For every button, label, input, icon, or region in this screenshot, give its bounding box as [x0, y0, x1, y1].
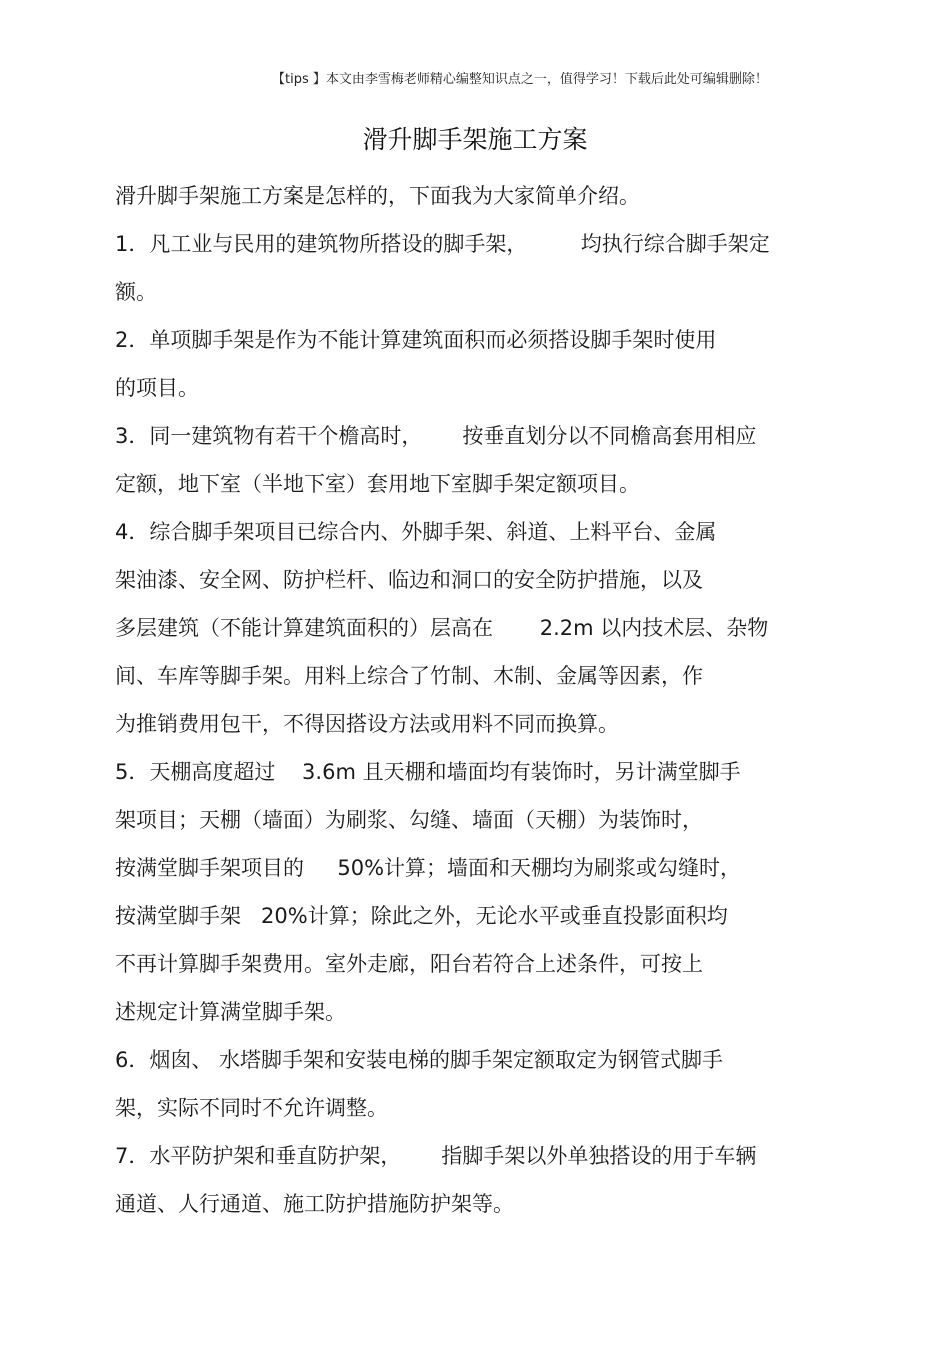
- body-line: 定额，地下室（半地下室）套用地下室脚手架定额项目。: [115, 472, 640, 496]
- body-line: 架油漆、安全网、防护栏杆、临边和洞口的安全防护措施，以及: [115, 568, 703, 592]
- body-line: 额。: [115, 280, 157, 304]
- body-line: 不再计算脚手架费用。室外走廊，阳台若符合上述条件，可按上: [115, 952, 703, 976]
- header-tip: 【tips 】本文由李雪梅老师精心编整知识点之一，值得学习！下载后此处可编辑删除！: [272, 72, 768, 87]
- body-line: 4．综合脚手架项目已综合内、外脚手架、斜道、上料平台、金属: [115, 520, 717, 544]
- body-line: 3．同一建筑物有若干个檐高时， 按垂直划分以不同檐高套用相应: [115, 424, 757, 448]
- body-line: 的项目。: [115, 376, 199, 400]
- page-title: 滑升脚手架施工方案: [362, 125, 588, 154]
- body-line: 间、车库等脚手架。用料上综合了竹制、木制、金属等因素，作: [115, 664, 703, 688]
- body-line: 6．烟囱、 水塔脚手架和安装电梯的脚手架定额取定为钢管式脚手: [115, 1048, 724, 1072]
- body-line: 1．凡工业与民用的建筑物所搭设的脚手架， 均执行综合脚手架定: [115, 232, 770, 256]
- body-line: 按满堂脚手架项目的 50%计算；墙面和天棚均为刷浆或勾缝时，: [115, 856, 742, 880]
- intro-line: 滑升脚手架施工方案是怎样的，下面我为大家简单介绍。: [115, 184, 640, 208]
- body-line: 为推销费用包干，不得因搭设方法或用料不同而换算。: [115, 712, 619, 736]
- body-line: 多层建筑（不能计算建筑面积的）层高在 2.2m 以内技术层、杂物: [115, 616, 769, 640]
- body-line: 7．水平防护架和垂直防护架， 指脚手架以外单独搭设的用于车辆: [115, 1144, 757, 1168]
- body-line: 架项目；天棚（墙面）为刷浆、勾缝、墙面（天棚）为装饰时，: [115, 808, 703, 832]
- body-line: 通道、人行通道、施工防护措施防护架等。: [115, 1192, 514, 1216]
- body-line: 2．单项脚手架是作为不能计算建筑面积而必须搭设脚手架时使用: [115, 328, 717, 352]
- body-line: 5．天棚高度超过 3.6m 且天棚和墙面均有装饰时，另计满堂脚手: [115, 760, 741, 784]
- body-line: 述规定计算满堂脚手架。: [115, 1000, 346, 1024]
- body-line: 按满堂脚手架 20%计算；除此之外，无论水平或垂直投影面积均: [115, 904, 728, 928]
- body-line: 架，实际不同时不允许调整。: [115, 1096, 388, 1120]
